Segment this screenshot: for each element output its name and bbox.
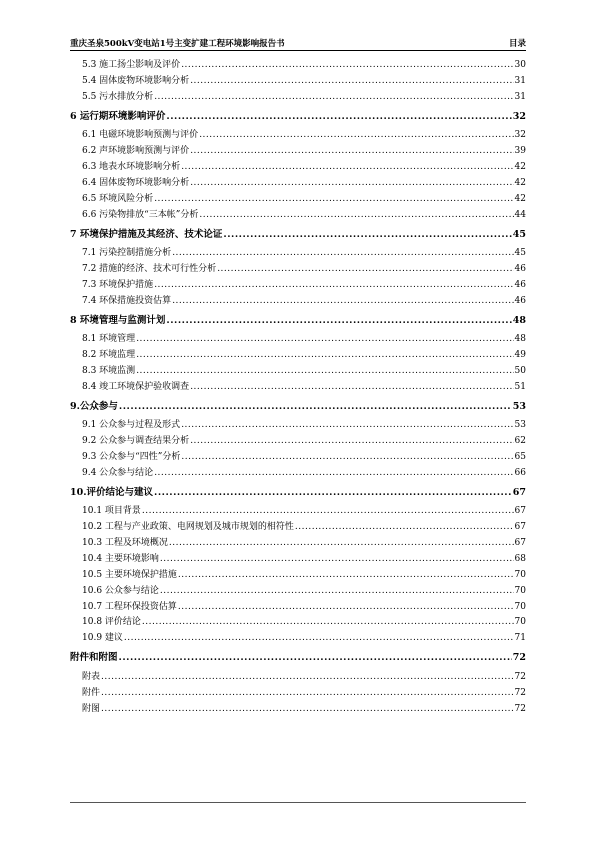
toc-section-entry[interactable] — [70, 485, 526, 502]
toc-page-number: 72 — [514, 671, 526, 682]
toc-page-number: 51 — [514, 381, 526, 392]
toc-entry-title: 9.2 公众参与调查结果分析 — [82, 436, 190, 447]
toc-page-number: 65 — [514, 451, 526, 462]
toc-entry-title: 6.1 电磁环境影响预测与评价 — [82, 130, 199, 141]
toc-leader-dots — [172, 294, 513, 310]
toc-entry-title: 9.公众参与 — [70, 400, 118, 412]
toc-leader-dots — [160, 552, 514, 568]
toc-page-number: 70 — [514, 601, 526, 612]
page-header — [70, 36, 526, 51]
header-section-label: 目录 — [508, 39, 526, 49]
toc-leader-dots — [136, 332, 513, 348]
toc-page-number: 70 — [514, 585, 526, 596]
toc-leader-dots — [166, 313, 511, 330]
toc-entry[interactable] — [70, 552, 526, 568]
toc-entry-title: 5.3 施工扬尘影响及评价 — [82, 60, 181, 70]
toc-entry[interactable] — [70, 348, 526, 364]
toc-leader-dots — [101, 686, 514, 702]
toc-page-number: 67 — [514, 522, 526, 533]
toc-page-number: 66 — [514, 467, 526, 478]
toc-entry[interactable] — [70, 58, 526, 74]
toc-leader-dots — [199, 208, 513, 224]
toc-page-number: 32 — [512, 110, 526, 122]
toc-entry[interactable] — [70, 294, 526, 310]
toc-page-number: 42 — [514, 161, 526, 172]
toc-leader-dots — [223, 227, 511, 244]
toc-page-number: 32 — [514, 130, 526, 141]
footer-rule — [70, 802, 526, 803]
toc-page-number: 42 — [514, 193, 526, 204]
document-title: 重庆圣泉500kV变电站1号主变扩建工程环境影响报告书 — [70, 39, 285, 49]
toc-entry[interactable] — [70, 262, 526, 278]
toc-entry-title: 10.1 项目背景 — [82, 506, 141, 517]
toc-entry-title: 9.4 公众参与结论 — [82, 467, 154, 478]
toc-entry[interactable] — [70, 332, 526, 348]
toc-entry-title: 10.8 评价结论 — [82, 617, 141, 628]
toc-page-number: 48 — [514, 334, 526, 345]
toc-leader-dots — [142, 615, 514, 631]
toc-page-number: 72 — [514, 703, 526, 714]
toc-section-entry[interactable] — [70, 109, 526, 126]
toc-leader-dots — [190, 380, 513, 396]
toc-page-number: 46 — [514, 295, 526, 306]
toc-leader-dots — [166, 109, 511, 126]
toc-page-number: 31 — [514, 91, 526, 102]
toc-entry[interactable] — [70, 74, 526, 90]
toc-page-number: 42 — [514, 177, 526, 188]
toc-entry[interactable] — [70, 208, 526, 224]
toc-entry-title: 7 环境保护措施及其经济、技术论证 — [70, 228, 223, 240]
toc-entry[interactable] — [70, 686, 526, 702]
toc-page-number: 67 — [512, 486, 526, 498]
toc-leader-dots — [217, 262, 513, 278]
toc-entry[interactable] — [70, 536, 526, 552]
toc-leader-dots — [172, 246, 513, 262]
toc-entry-title: 10.5 主要环境保护措施 — [82, 569, 177, 580]
toc-leader-dots — [190, 144, 513, 160]
toc-entry[interactable] — [70, 568, 526, 584]
toc-page-number: 62 — [514, 436, 526, 447]
toc-entry-title: 10.评价结论与建议 — [70, 486, 154, 498]
toc-section-entry[interactable] — [70, 399, 526, 416]
toc-leader-dots — [295, 520, 514, 536]
toc-page-number: 45 — [514, 248, 526, 259]
toc-entry-title: 10.9 建议 — [82, 633, 123, 644]
toc-page-number: 50 — [514, 365, 526, 376]
toc-entry[interactable] — [70, 504, 526, 520]
toc-entry-title: 7.2 措施的经济、技术可行性分析 — [82, 263, 217, 274]
toc-entry[interactable] — [70, 246, 526, 262]
toc-entry-title: 6.5 环境风险分析 — [82, 193, 154, 204]
toc-leader-dots — [101, 702, 514, 718]
toc-leader-dots — [136, 348, 513, 364]
toc-entry-title: 10.7 工程环保投资估算 — [82, 601, 177, 612]
toc-leader-dots — [154, 485, 512, 502]
toc-section-entry[interactable] — [70, 227, 526, 244]
toc-page-number: 48 — [512, 314, 526, 326]
toc-page-number: 45 — [512, 228, 526, 240]
toc-leader-dots — [119, 650, 512, 667]
toc-entry-title: 附图 — [82, 703, 101, 714]
toc-leader-dots — [178, 568, 514, 584]
toc-leader-dots — [154, 278, 513, 294]
toc-leader-dots — [190, 434, 513, 450]
toc-entry-title: 附件 — [82, 687, 101, 698]
toc-leader-dots — [154, 466, 513, 482]
toc-entry[interactable] — [70, 90, 526, 106]
toc-entry[interactable] — [70, 364, 526, 380]
toc-page-number: 30 — [514, 60, 526, 70]
toc-entry-title: 10.2 工程与产业政策、电网规划及城市规划的相符性 — [82, 522, 294, 533]
toc-entry[interactable] — [70, 418, 526, 434]
toc-entry-title: 5.4 固体废物环境影响分析 — [82, 75, 190, 86]
toc-leader-dots — [190, 74, 513, 90]
toc-entry[interactable] — [70, 466, 526, 482]
toc-entry-title: 6 运行期环境影响评价 — [70, 110, 166, 122]
toc-leader-dots — [199, 128, 513, 144]
toc-page-number: 70 — [514, 569, 526, 580]
toc-entry-title: 8.4 竣工环境保护验收调查 — [82, 381, 190, 392]
toc-leader-dots — [169, 536, 514, 552]
toc-entry-title: 附表 — [82, 671, 101, 682]
toc-leader-dots — [181, 450, 513, 466]
toc-entry[interactable] — [70, 160, 526, 176]
toc-entry[interactable] — [70, 434, 526, 450]
toc-entry[interactable] — [70, 128, 526, 144]
toc-entry-title: 8.1 环境管理 — [82, 334, 136, 345]
toc-entry-title: 6.4 固体废物环境影响分析 — [82, 177, 190, 188]
toc-entry-title: 10.4 主要环境影响 — [82, 553, 159, 564]
table-of-contents — [70, 58, 526, 717]
toc-entry[interactable] — [70, 176, 526, 192]
toc-entry[interactable] — [70, 584, 526, 600]
toc-entry-title: 6.2 声环境影响预测与评价 — [82, 146, 190, 157]
toc-entry[interactable] — [70, 144, 526, 160]
toc-page-number: 39 — [514, 146, 526, 157]
toc-entry-title: 7.1 污染控制措施分析 — [82, 248, 172, 259]
toc-leader-dots — [124, 631, 514, 647]
toc-leader-dots — [160, 584, 514, 600]
toc-leader-dots — [181, 58, 513, 74]
toc-entry[interactable] — [70, 670, 526, 686]
toc-entry-title: 10.6 公众参与结论 — [82, 585, 159, 596]
toc-entry[interactable] — [70, 615, 526, 631]
toc-entry-title: 附件和附图 — [70, 652, 118, 664]
toc-page-number: 46 — [514, 279, 526, 290]
toc-page-number: 72 — [512, 652, 526, 664]
toc-section-entry[interactable] — [70, 313, 526, 330]
toc-leader-dots — [119, 399, 512, 416]
toc-entry-title: 9.3 公众参与“四性”分析 — [82, 451, 181, 462]
toc-entry[interactable] — [70, 600, 526, 616]
toc-entry-title: 9.1 公众参与过程及形式 — [82, 420, 181, 431]
toc-entry-title: 8 环境管理与监测计划 — [70, 314, 166, 326]
toc-entry-title: 7.4 环保措施投资估算 — [82, 295, 172, 306]
toc-leader-dots — [181, 418, 513, 434]
toc-leader-dots — [178, 600, 514, 616]
toc-entry[interactable] — [70, 520, 526, 536]
toc-page-number: 46 — [514, 263, 526, 274]
toc-entry[interactable] — [70, 380, 526, 396]
toc-page-number: 53 — [514, 420, 526, 431]
toc-entry-title: 8.3 环境监测 — [82, 365, 136, 376]
toc-page-number: 31 — [514, 75, 526, 86]
toc-page-number: 67 — [514, 537, 526, 548]
toc-page-number: 44 — [514, 209, 526, 220]
toc-page-number: 72 — [514, 687, 526, 698]
toc-entry[interactable] — [70, 278, 526, 294]
toc-entry-title: 7.3 环境保护措施 — [82, 279, 154, 290]
toc-entry[interactable] — [70, 192, 526, 208]
toc-leader-dots — [101, 670, 514, 686]
toc-page-number: 53 — [512, 400, 526, 412]
toc-entry-title: 6.3 地表水环境影响分析 — [82, 161, 181, 172]
toc-leader-dots — [154, 192, 513, 208]
toc-entry[interactable] — [70, 702, 526, 718]
toc-page-number: 68 — [514, 553, 526, 564]
toc-leader-dots — [154, 90, 513, 106]
toc-entry-title: 6.6 污染物排放“三本帐”分析 — [82, 209, 199, 220]
toc-page-number: 67 — [514, 506, 526, 517]
toc-page-number: 71 — [514, 633, 526, 644]
toc-page-number: 70 — [514, 617, 526, 628]
toc-entry[interactable] — [70, 631, 526, 647]
toc-entry[interactable] — [70, 450, 526, 466]
toc-leader-dots — [181, 160, 513, 176]
toc-section-entry[interactable] — [70, 650, 526, 667]
toc-leader-dots — [136, 364, 513, 380]
toc-entry-title: 8.2 环境监理 — [82, 349, 136, 360]
toc-leader-dots — [142, 504, 514, 520]
toc-leader-dots — [190, 176, 513, 192]
toc-entry-title: 5.5 污水排放分析 — [82, 91, 154, 102]
toc-page-number: 49 — [514, 349, 526, 360]
toc-entry-title: 10.3 工程及环境概况 — [82, 537, 168, 548]
